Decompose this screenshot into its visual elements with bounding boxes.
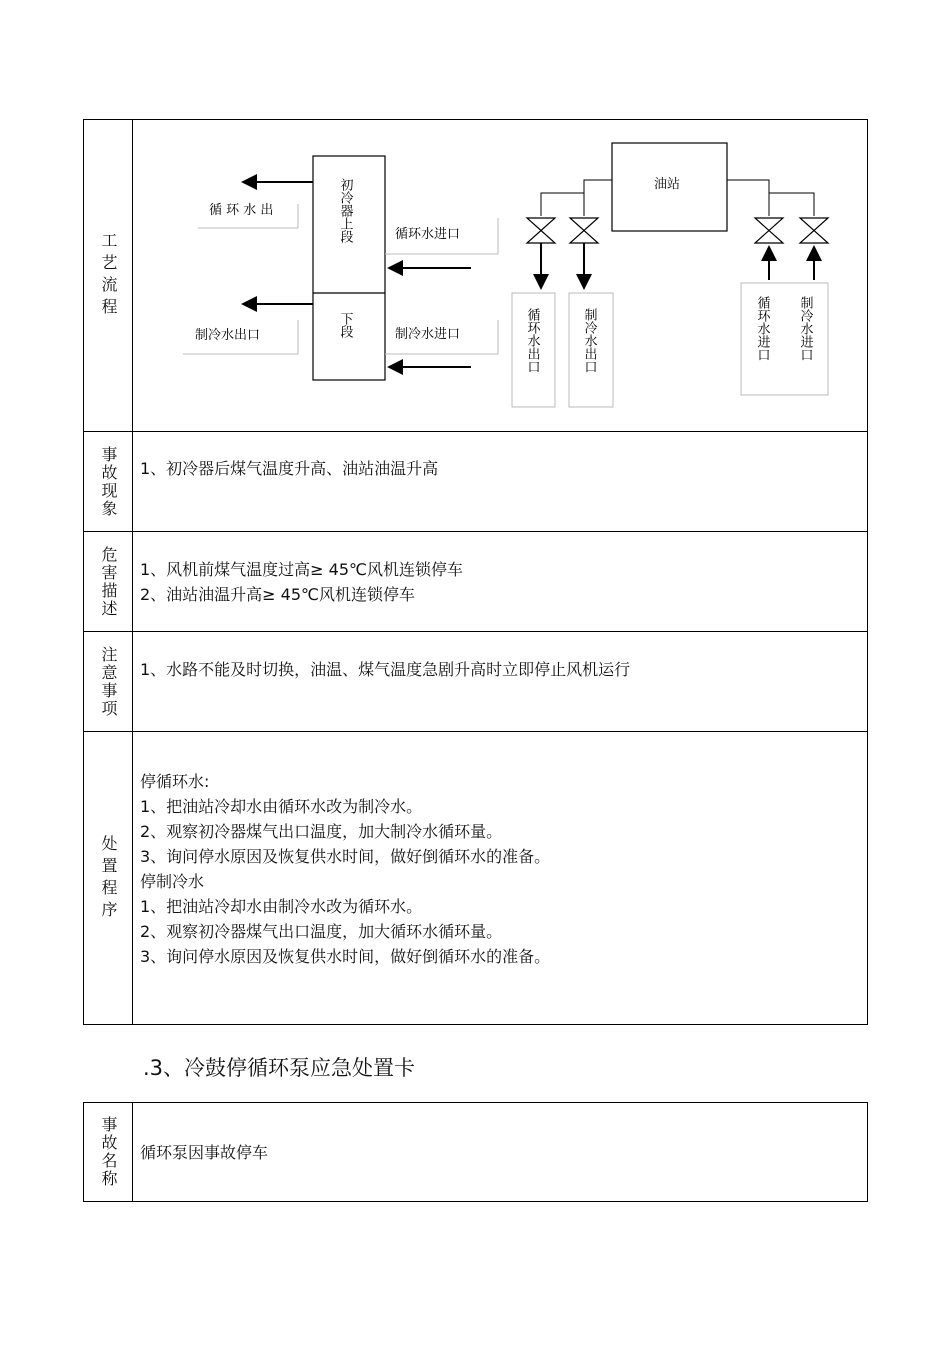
cooler-lower-label: 下段 bbox=[337, 312, 353, 338]
row-label bbox=[84, 532, 133, 631]
phenomenon-line: 1、初冷器后煤气温度升高、油站油温升高 bbox=[140, 459, 439, 478]
procedure-line: 停循环水: bbox=[140, 772, 210, 791]
oil-chill-in-label: 制冷水进口 bbox=[797, 296, 813, 361]
row-label bbox=[84, 632, 133, 731]
row-label bbox=[84, 432, 133, 531]
row-label bbox=[84, 120, 133, 431]
procedure-line: 2、观察初冷器煤气出口温度，加大循环水循环量。 bbox=[140, 922, 503, 941]
accident-name-table bbox=[83, 1102, 868, 1202]
accident-name-label: 事故名称 bbox=[99, 1116, 118, 1188]
hazard-line: 1、风机前煤气温度过高≥ 45℃风机连锁停车 bbox=[140, 560, 464, 579]
oil-station-label: 油站 bbox=[654, 177, 681, 192]
chill-water-out-label: 制冷水出口 bbox=[195, 328, 261, 343]
hazard-row bbox=[84, 531, 867, 631]
oil-chill-out-label: 制冷水出口 bbox=[581, 308, 597, 373]
procedure-line: 3、询问停水原因及恢复供水时间，做好倒循环水的准备。 bbox=[140, 847, 551, 866]
caution-row bbox=[84, 631, 867, 731]
phenomenon-row bbox=[84, 431, 867, 531]
process-flow-diagram bbox=[133, 120, 868, 431]
phenomenon-label: 事故现象 bbox=[99, 445, 118, 518]
procedure-line: 1、把油站冷却水由循环水改为制冷水。 bbox=[140, 797, 423, 816]
accident-name-row bbox=[84, 1103, 867, 1201]
procedure-line: 1、把油站冷却水由制冷水改为循环水。 bbox=[140, 897, 423, 916]
oil-circ-in-label: 循环水进口 bbox=[754, 296, 770, 361]
valve-icon bbox=[755, 218, 783, 243]
caution-line: 1、水路不能及时切换，油温、煤气温度急剧升高时立即停止风机运行 bbox=[140, 660, 631, 679]
valve-icon bbox=[800, 218, 828, 243]
valve-icon bbox=[527, 218, 555, 243]
valve-icon bbox=[570, 218, 598, 243]
process-label: 工艺流程 bbox=[99, 231, 118, 320]
section-heading: .3、冷鼓停循环泵应急处置卡 bbox=[143, 1056, 416, 1080]
row-label bbox=[84, 1103, 133, 1201]
cooler-upper-label: 初冷器上段 bbox=[337, 178, 353, 243]
emergency-table bbox=[83, 119, 868, 1025]
procedure-label: 处置程序 bbox=[99, 834, 118, 923]
hazard-line: 2、油站油温升高≥ 45℃风机连锁停车 bbox=[140, 585, 416, 604]
row-label bbox=[84, 732, 133, 1025]
accident-name-value: 循环泵因事故停车 bbox=[140, 1143, 269, 1162]
procedure-row bbox=[84, 731, 867, 1025]
chill-water-in-label: 制冷水进口 bbox=[395, 327, 461, 342]
process-flow-row bbox=[84, 120, 867, 431]
caution-label: 注意事项 bbox=[99, 645, 118, 718]
procedure-line: 停制冷水 bbox=[140, 872, 205, 891]
procedure-line: 2、观察初冷器煤气出口温度，加大制冷水循环量。 bbox=[140, 822, 503, 841]
procedure-line: 3、询问停水原因及恢复供水时间，做好倒循环水的准备。 bbox=[140, 947, 551, 966]
oil-circ-out-label: 循环水出口 bbox=[524, 308, 540, 373]
circ-water-in-label: 循环水进口 bbox=[395, 227, 461, 242]
hazard-label: 危害描述 bbox=[99, 545, 118, 618]
circ-water-out-label: 循 环 水 出 bbox=[209, 203, 274, 218]
